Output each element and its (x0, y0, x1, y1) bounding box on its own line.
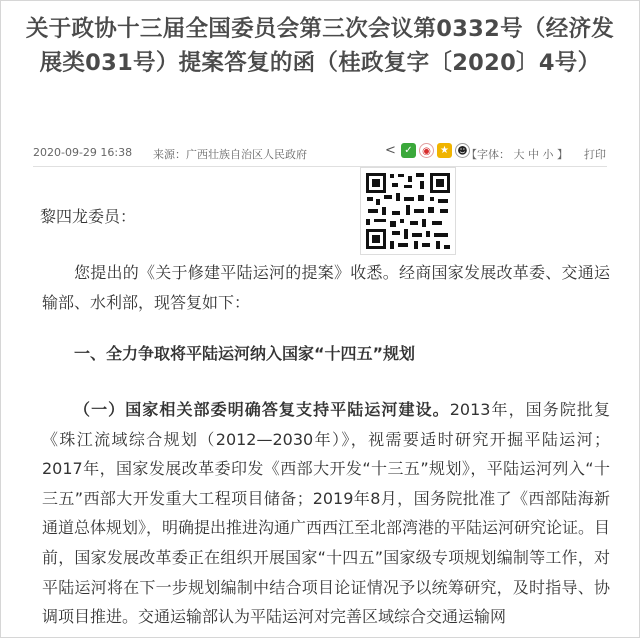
article-meta (33, 143, 607, 163)
share-bar (383, 143, 470, 158)
salutation: 黎四龙委员： (40, 207, 137, 226)
section-1-body: 2013年，国务院批复《珠江流域综合规划（2012—2030年）》，视需要适时研究开掘平陆运河；2017年，国家发展改革委印发《西部大开发“十三五”规划》，平陆运河列入“十三五”西部大开发重大工程项目储备；2019年8月，国务院批准了《西部陆海新通道总体规划》，明确提出推进沟通广西西江至北部湾港的平陆运河研究论证。目前，国家发展改革委正在组织开展国家“十四五”国家级专项规划编制等工作，对平陆运河将在下一步规划编制中结合项目论证情况予以统筹研究，及时指导、协调项目推进。交通运输部认为平陆运河对完善区域综合交通运输网 (42, 400, 611, 627)
publish-date: 2020-09-29 16:38 (33, 146, 133, 159)
intro-paragraph: 您提出的《关于修建平陆运河的提案》收悉。经商国家发展改革委、交通运输部、水利部，现答复如下： (42, 263, 610, 312)
article-source: 来源：广西壮族自治区人民政府 (153, 148, 307, 161)
qr-code (360, 167, 456, 255)
share-icon[interactable]: < (385, 143, 396, 158)
font-size-close: 】 (557, 148, 568, 161)
wechat-icon[interactable]: ✓ (401, 143, 416, 158)
qq-icon[interactable]: ☻ (455, 143, 470, 158)
weibo-icon[interactable]: ◉ (419, 143, 434, 158)
section-1-paragraph (42, 395, 610, 632)
qzone-icon[interactable]: ★ (437, 143, 452, 158)
font-large-link[interactable]: 大 (513, 148, 525, 161)
section-heading-1: 一、全力争取将平陆运河纳入国家“十四五”规划 (74, 344, 416, 363)
font-medium-link[interactable]: 中 (528, 148, 539, 161)
meta-divider (33, 166, 607, 167)
print-link[interactable]: 打印 (584, 148, 606, 161)
font-size-control (466, 146, 568, 162)
font-small-link[interactable]: 小 (542, 148, 554, 161)
page-title: 关于政协十三届全国委员会第三次会议第0332号（经济发展类031号）提案答复的函（桂政复字〔2020〕4号） (25, 16, 615, 76)
subsection-heading-1: （一）国家相关部委明确答复支持平陆运河建设。 (74, 400, 450, 419)
qr-code-image (364, 171, 452, 251)
font-size-label: 【字体： (466, 148, 510, 161)
